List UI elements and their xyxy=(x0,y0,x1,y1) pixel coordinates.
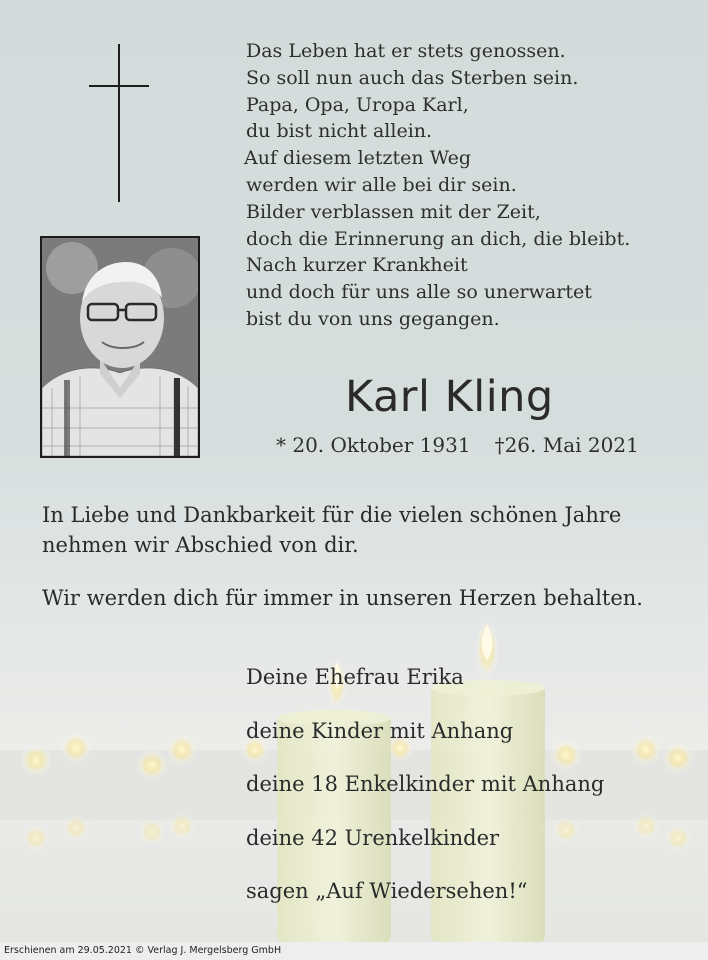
cross-icon-bar xyxy=(89,85,149,87)
mourner-line: sagen „Auf Wiedersehen!“ xyxy=(246,879,528,903)
poem-line: doch die Erinnerung an dich, die bleibt. xyxy=(246,227,631,250)
poem-line: So soll nun auch das Sterben sein. xyxy=(246,66,579,89)
cross-icon xyxy=(118,44,120,202)
life-dates xyxy=(276,433,639,457)
farewell-line: nehmen wir Abschied von dir. xyxy=(42,533,359,557)
farewell-line: In Liebe und Dankbarkeit für die vielen schönen Jahre xyxy=(42,503,622,527)
poem-line: Auf diesem letzten Weg xyxy=(244,147,472,170)
mourner-line: deine 18 Enkelkinder mit Anhang xyxy=(246,772,605,796)
death-date: †26. Mai 2021 xyxy=(494,433,639,457)
poem-line: Bilder verblassen mit der Zeit, xyxy=(246,200,541,223)
mourner-line: deine 42 Urenkelkinder xyxy=(246,825,500,850)
deceased-name: Karl Kling xyxy=(345,372,554,422)
birth-date: * 20. Oktober 1931 xyxy=(276,433,471,457)
poem-line: du bist nicht allein. xyxy=(246,120,433,143)
poem-line: und doch für uns alle so unerwartet xyxy=(246,281,592,304)
mourners-list xyxy=(246,662,604,930)
portrait-photo xyxy=(40,236,200,458)
remembrance-line: Wir werden dich für immer in unseren Herzen behalten. xyxy=(42,586,643,610)
poem-line: Papa, Opa, Uropa Karl, xyxy=(246,93,469,116)
poem-line: Nach kurzer Krankheit xyxy=(246,254,468,277)
poem xyxy=(246,38,630,333)
mourner-line: Deine Ehefrau Erika xyxy=(246,665,464,689)
farewell-message xyxy=(42,500,621,560)
publication-footer: Erschienen am 29.05.2021 © Verlag J. Mergelsberg GmbH xyxy=(0,942,708,960)
poem-line: werden wir alle bei dir sein. xyxy=(246,173,517,196)
poem-line: Das Leben hat er stets genossen. xyxy=(246,40,566,62)
mourner-line: deine Kinder mit Anhang xyxy=(246,718,514,743)
poem-line: bist du von uns gegangen. xyxy=(246,307,500,330)
